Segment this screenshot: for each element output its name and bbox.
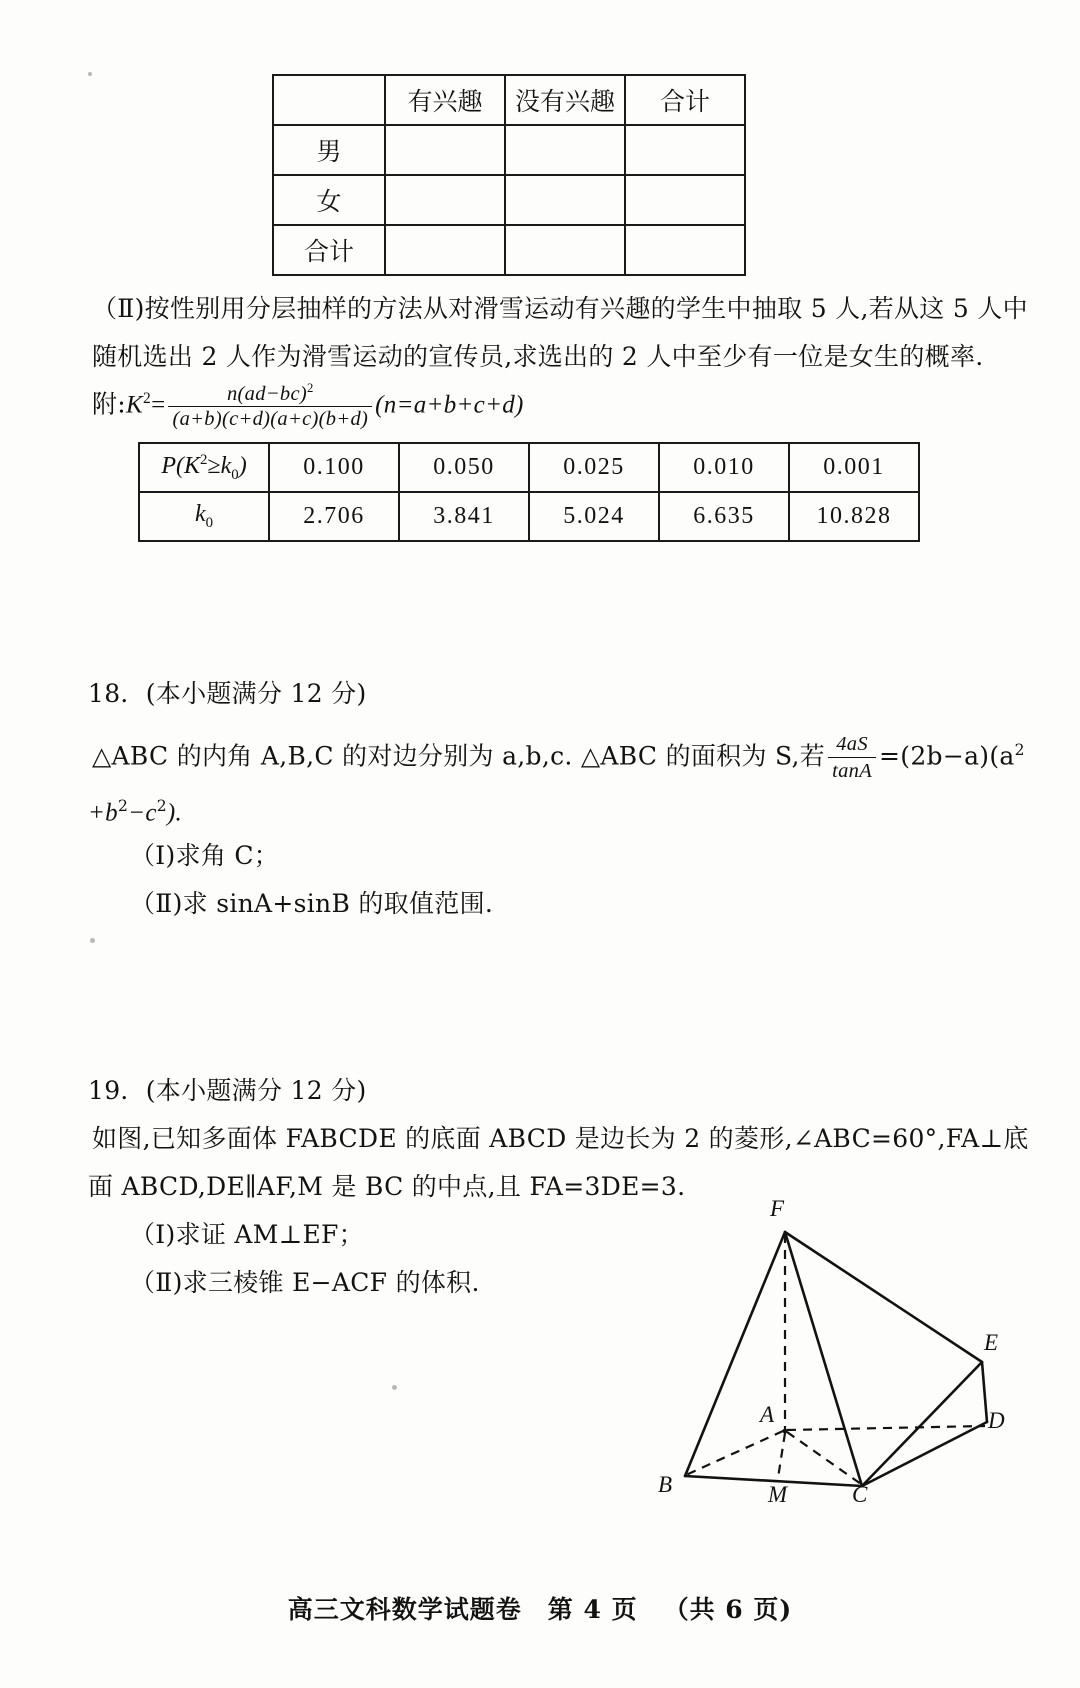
chi-square-critical-value-table xyxy=(138,442,920,542)
polyhedron-svg xyxy=(650,1190,1000,1490)
p-value-cell: 0.025 xyxy=(529,443,659,492)
formula-numerator-exponent: 2 xyxy=(306,380,314,395)
footer-total-pages: （共 6 页) xyxy=(663,1595,793,1624)
vertex-label-D: D xyxy=(988,1408,1005,1433)
row-label-male: 男 xyxy=(273,125,385,175)
q18-number: 18 xyxy=(88,679,121,708)
cell-total-total xyxy=(625,225,745,275)
p-value-cell: 0.001 xyxy=(789,443,919,492)
cell-male-interested xyxy=(385,125,505,175)
vertex-label-B: B xyxy=(658,1472,673,1497)
q18-line2-b-exp: 2 xyxy=(156,797,167,815)
page-footer xyxy=(0,1590,1080,1626)
q18-body-mid: =(2b−a)(a xyxy=(879,741,1015,771)
vertex-label-C: C xyxy=(852,1482,868,1507)
skiing-interest-contingency-table xyxy=(272,74,746,276)
q18-part1: （Ⅰ)求角 C； xyxy=(130,841,280,870)
q18-part2: （Ⅱ)求 sinA+sinB 的取值范围. xyxy=(130,889,494,918)
q17-part2-line1: （Ⅱ)按性别用分层抽样的方法从对滑雪运动有兴趣的学生中抽取 5 人,若从这 5 人中 xyxy=(92,294,1028,323)
header-cell-interested: 有兴趣 xyxy=(385,75,505,125)
scan-speck xyxy=(88,72,92,76)
formula-equals: = xyxy=(151,391,166,419)
row-header-p-sub: 0 xyxy=(231,466,239,483)
k-value-cell: 3.841 xyxy=(399,492,529,541)
polyhedron-FABCDE-diagram xyxy=(650,1190,1005,1507)
cell-male-total xyxy=(625,125,745,175)
q18-heading-text: ．(本小题满分 12 分) xyxy=(120,679,367,708)
q18-fraction xyxy=(828,732,876,783)
q19-line2: 面 ABCD,DE∥AF,M 是 BC 的中点,且 FA=3DE=3. xyxy=(88,1172,686,1201)
row-header-p-exp: 2 xyxy=(199,451,208,468)
formula-numerator: n(ad−bc) xyxy=(226,382,307,405)
formula-lhs: K xyxy=(126,391,144,419)
vertex-dot-a xyxy=(783,1429,788,1434)
vertex-label-F: F xyxy=(770,1196,785,1221)
q18-body-pre: △ABC 的内角 A,B,C 的对边分别为 a,b,c. △ABC 的面积为 S,若 xyxy=(92,741,826,771)
q18-line2-c: ). xyxy=(166,799,183,827)
scan-speck xyxy=(392,1385,397,1390)
row-label-female: 女 xyxy=(273,175,385,225)
vertex-label-M: M xyxy=(768,1482,788,1507)
header-cell-total: 合计 xyxy=(625,75,745,125)
formula-condition: (n=a+b+c+d) xyxy=(375,391,524,419)
cell-total-interested xyxy=(385,225,505,275)
row-header-k-sub: 0 xyxy=(205,514,214,531)
table-header-row xyxy=(273,75,745,125)
vertex-label-A: A xyxy=(760,1402,775,1427)
k-value-cell: 10.828 xyxy=(789,492,919,541)
vertex-label-E: E xyxy=(984,1330,999,1355)
p-value-cell: 0.010 xyxy=(659,443,789,492)
row-label-total: 合计 xyxy=(273,225,385,275)
formula-fraction xyxy=(168,381,372,432)
row-header-p-text: P(K xyxy=(161,452,200,479)
cell-male-not-interested xyxy=(505,125,625,175)
row-header-k-text: k xyxy=(194,501,206,528)
q18-line2-a-exp: 2 xyxy=(117,797,129,815)
row-header-p-end: ) xyxy=(238,452,247,479)
q18-heading xyxy=(88,668,367,720)
k-value-cell: 6.635 xyxy=(659,492,789,541)
cell-female-total xyxy=(625,175,745,225)
q19-heading xyxy=(88,1065,367,1117)
q19-line1: 如图,已知多面体 FABCDE 的底面 ABCD 是边长为 2 的菱形,∠ABC=60°,FA⊥底 xyxy=(92,1124,1029,1153)
q18-body-line1 xyxy=(92,726,1025,783)
q18-line2-a: +b xyxy=(88,799,118,827)
q18-frac-denominator: tanA xyxy=(832,760,873,783)
header-cell-corner xyxy=(273,75,385,125)
scan-speck xyxy=(90,938,95,943)
q19-part2: （Ⅱ)求三棱锥 E−ACF 的体积. xyxy=(130,1268,480,1297)
table-row xyxy=(273,175,745,225)
formula-prefix: 附: xyxy=(92,389,127,419)
q18-line2-b: −c xyxy=(128,799,157,827)
q18-body-mid-exp: 2 xyxy=(1014,741,1025,759)
table-row xyxy=(273,125,745,175)
table-row xyxy=(139,443,919,492)
footer-page-number: 第 4 页 xyxy=(547,1595,638,1624)
chi-square-formula xyxy=(92,377,524,431)
table-row xyxy=(273,225,745,275)
footer-subject: 高三文科数学试题卷 xyxy=(287,1595,522,1624)
q19-number: 19 xyxy=(88,1076,121,1105)
q17-part2-line2: 随机选出 2 人作为滑雪运动的宣传员,求选出的 2 人中至少有一位是女生的概率. xyxy=(92,342,984,371)
p-value-cell: 0.050 xyxy=(399,443,529,492)
cell-female-not-interested xyxy=(505,175,625,225)
q18-frac-numerator: 4aS xyxy=(836,733,868,756)
q19-part1: （Ⅰ)求证 AM⊥EF； xyxy=(130,1220,364,1249)
row-header-p-mid: ≥k xyxy=(207,452,232,479)
formula-denominator: (a+b)(c+d)(a+c)(b+d) xyxy=(172,408,369,431)
row-header-probability xyxy=(139,443,269,492)
cell-total-not-interested xyxy=(505,225,625,275)
table-row xyxy=(139,492,919,541)
row-header-k0 xyxy=(139,492,269,541)
k-value-cell: 2.706 xyxy=(269,492,399,541)
p-value-cell: 0.100 xyxy=(269,443,399,492)
header-cell-not-interested: 没有兴趣 xyxy=(505,75,625,125)
q19-heading-text: ．(本小题满分 12 分) xyxy=(120,1076,367,1105)
k-value-cell: 5.024 xyxy=(529,492,659,541)
solid-edges xyxy=(685,1232,987,1486)
formula-lhs-exponent: 2 xyxy=(143,390,152,407)
cell-female-interested xyxy=(385,175,505,225)
